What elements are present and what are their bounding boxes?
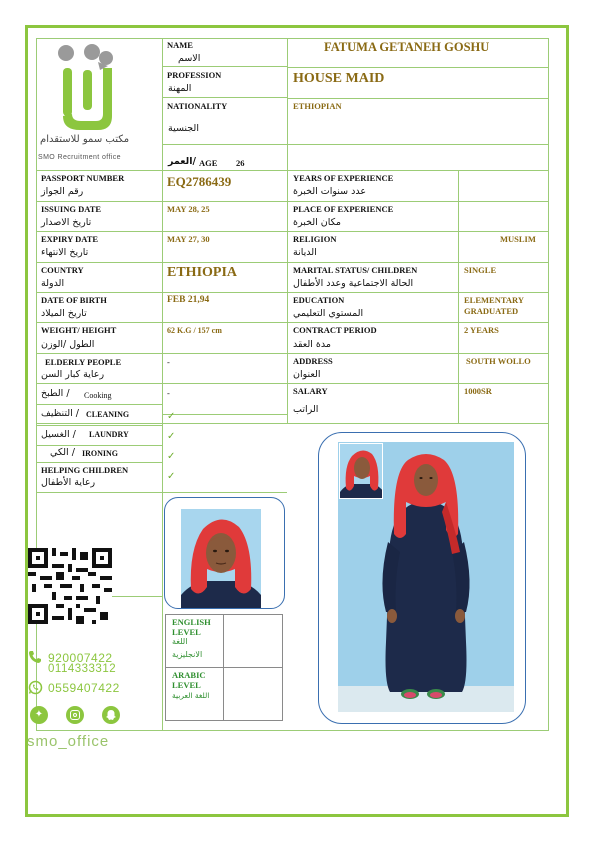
address-label-ar: العنوان: [293, 369, 321, 380]
age-label: AGE: [199, 158, 218, 168]
twitter-icon[interactable]: ✦: [30, 706, 48, 724]
candidate-age: 26: [236, 158, 245, 168]
candidate-name: FATUMA GETANEH GOSHU: [324, 40, 490, 54]
phone-icon: [28, 650, 42, 664]
country-label: COUNTRY: [41, 265, 84, 275]
ironing-label: IRONING: [82, 449, 119, 458]
ironing-label-ar: الكي /: [50, 447, 75, 458]
cooking-label: Cooking: [84, 391, 112, 400]
social-handle[interactable]: smo_office: [27, 733, 110, 750]
education-value: ELEMENTARY GRADUATED: [464, 295, 524, 316]
age-label-ar: العمر/: [168, 156, 196, 167]
country-value: ETHIOPIA: [167, 265, 238, 280]
education-label: EDUCATION: [293, 295, 345, 305]
phone-number-2[interactable]: 0114333312: [48, 663, 117, 675]
profession-label: PROFESSION: [167, 70, 222, 80]
helping-check-icon: ✓: [167, 471, 176, 482]
whatsapp-icon: [28, 680, 43, 695]
marital-status-label: MARITAL STATUS/ CHILDREN: [293, 265, 418, 275]
laundry-label-ar: الغسيل /: [41, 429, 76, 440]
nationality-label-ar: الجنسية: [168, 123, 199, 134]
candidate-portrait-photo: [181, 509, 261, 608]
phone-number-1[interactable]: 920007422: [48, 651, 113, 665]
office-logo: [36, 40, 162, 170]
logo-mark-icon: [36, 40, 162, 132]
helping-children-label-ar: رعاية الأطفال: [41, 477, 96, 488]
nationality-label: NATIONALITY: [167, 101, 228, 111]
helping-children-label: HELPING CHILDREN: [41, 465, 129, 475]
logo-arabic-text: مكتب سمو للاستقدام: [40, 134, 130, 145]
arabic-level-label: ARABIC LEVEL: [172, 670, 206, 690]
weight-height-label: WEIGHT/ HEIGHT: [41, 325, 117, 335]
qr-code[interactable]: [28, 548, 112, 624]
passport-number: EQ2786439: [167, 174, 232, 189]
religion-value: MUSLIM: [500, 234, 536, 244]
passport-label: PASSPORT NUMBER: [41, 173, 125, 183]
elderly-value: -: [167, 357, 170, 367]
contract-period-label: CONTRACT PERIOD: [293, 325, 377, 335]
country-label-ar: الدولة: [41, 278, 65, 289]
laundry-check-icon: ✓: [167, 431, 176, 442]
cleaning-check-icon: ✓: [167, 411, 176, 422]
cooking-label-ar: الطبخ /: [41, 388, 70, 399]
snapchat-icon[interactable]: [102, 706, 120, 724]
cleaning-label-ar: التنظيف /: [41, 408, 79, 419]
marital-status-label-ar: الحالة الاجتماعية وعدد الأطفال: [293, 278, 414, 289]
cooking-value: -: [167, 388, 170, 398]
contract-period-value: 2 YEARS: [464, 325, 499, 335]
name-label-ar: الاسم: [178, 53, 201, 64]
place-experience-label: PLACE OF EXPERIENCE: [293, 204, 394, 214]
weight-height-value: 62 K.G / 157 cm: [167, 326, 222, 335]
expiry-date-label: EXPIRY DATE: [41, 234, 99, 244]
passport-label-ar: رقم الجواز: [41, 186, 84, 197]
candidate-profession: HOUSE MAID: [293, 71, 385, 86]
marital-status-value: SINGLE: [464, 265, 497, 275]
instagram-icon[interactable]: [66, 706, 84, 724]
english-level-label-ar1: اللغة: [172, 637, 188, 646]
qr-code-icon: [28, 548, 112, 624]
address-value: SOUTH WOLLO: [466, 356, 531, 366]
english-level-label: ENGLISH LEVEL: [172, 617, 211, 637]
salary-value: 1000SR: [464, 386, 492, 396]
inset-portrait-photo: [339, 443, 383, 499]
expiry-date: MAY 27, 30: [167, 234, 210, 244]
salary-label: SALARY: [293, 386, 328, 396]
elderly-label-ar: رعاية كبار السن: [41, 369, 105, 380]
address-label: ADDRESS: [293, 356, 333, 366]
experience-label: YEARS OF EXPERIENCE: [293, 173, 394, 183]
expiry-date-label-ar: تاريخ الانتهاء: [41, 247, 89, 258]
contract-period-label-ar: مدة العقد: [293, 339, 331, 350]
experience-label-ar: عدد سنوات الخبرة: [293, 186, 366, 197]
religion-label-ar: الديانة: [293, 247, 317, 258]
english-level-label-ar2: الانجليزية: [172, 650, 203, 659]
laundry-label: LAUNDRY: [89, 430, 129, 439]
profession-label-ar: المهنة: [168, 83, 192, 94]
issuing-date-label: ISSUING DATE: [41, 204, 102, 214]
dob-value: FEB 21,94: [167, 295, 210, 305]
place-experience-label-ar: مكان الخبرة: [293, 217, 341, 228]
issuing-date: MAY 28, 25: [167, 204, 210, 214]
ironing-check-icon: ✓: [167, 451, 176, 462]
logo-english-text: SMO Recruitment office: [38, 154, 121, 161]
arabic-level-label-ar: اللغة العربية: [172, 691, 210, 700]
education-label-ar: المستوي التعليمي: [293, 308, 364, 319]
issuing-date-label-ar: تاريخ الاصدار: [41, 217, 92, 228]
religion-label: RELIGION: [293, 234, 337, 244]
whatsapp-number[interactable]: 0559407422: [48, 681, 120, 695]
dob-label: DATE OF BIRTH: [41, 295, 107, 305]
salary-label-ar: الراتب: [293, 404, 319, 415]
name-label: NAME: [167, 40, 193, 50]
weight-height-label-ar: الطول /الوزن: [41, 339, 95, 350]
cleaning-label: CLEANING: [86, 410, 130, 419]
candidate-nationality: ETHIOPIAN: [293, 101, 342, 111]
elderly-label: ELDERLY PEOPLE: [45, 357, 122, 367]
dob-label-ar: تاريخ الميلاد: [41, 308, 87, 319]
